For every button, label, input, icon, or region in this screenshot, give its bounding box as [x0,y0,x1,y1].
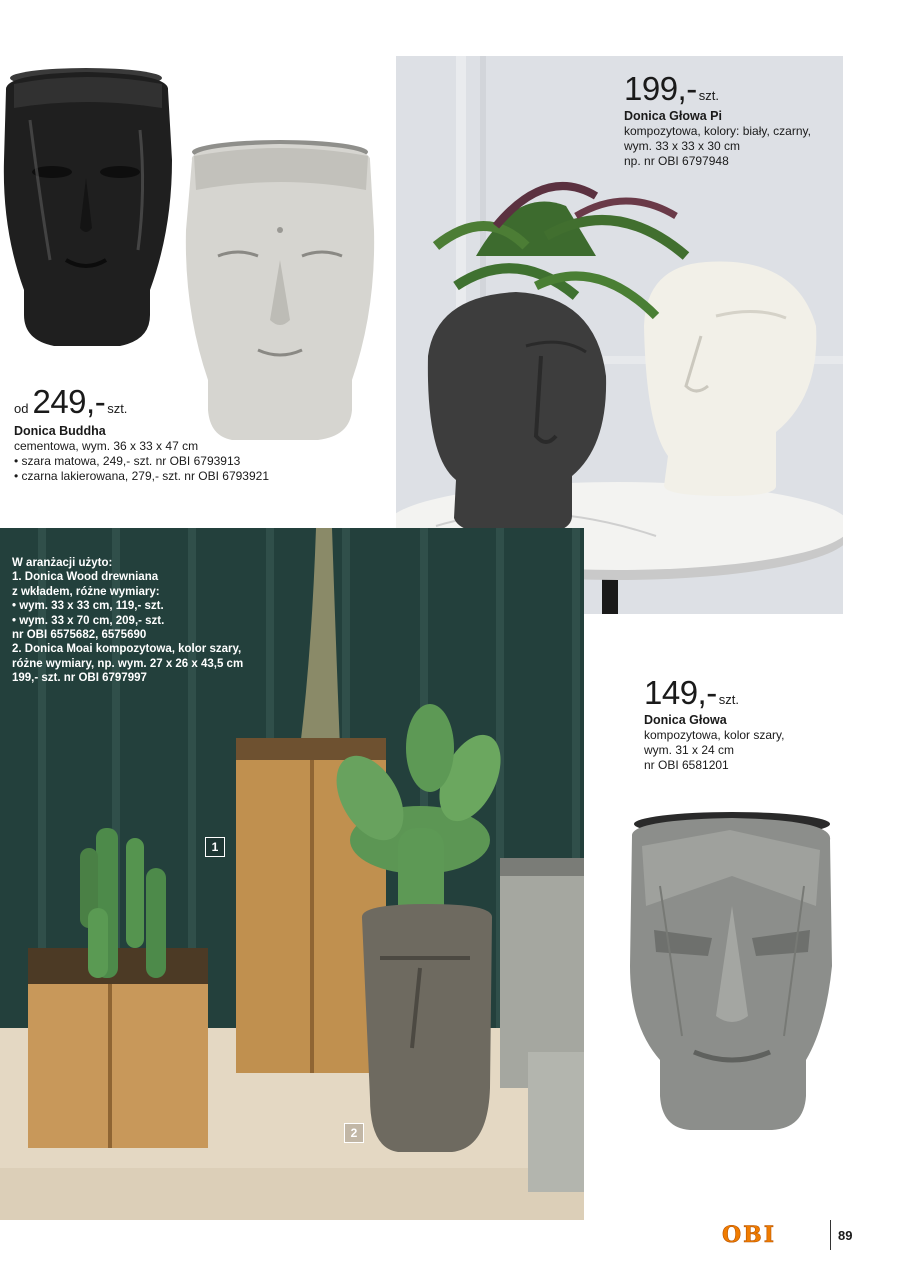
obi-logo: OBI [722,1222,777,1248]
page-number: 89 [838,1228,853,1243]
glowa-pi-price [624,72,839,105]
price-unit: szt. [107,401,128,416]
marker-1: 1 [205,837,225,857]
buddha-price [14,385,314,418]
marker-2: 2 [344,1123,364,1143]
arrangement-caption: W aranżacji użyto: 1. Donica Wood drewniana z wkładem, różne wymiary: • wym. 33 x 33 cm, 119,- szt. • wym. 33 x 70 cm, 209,- szt. nr OBI 6575682, 6575690 2. Donica Moai kompozytowa, kolor szary, różne wymiary, np. wym. 27 x 26 x 43,5 cm 199,- szt. nr OBI 6797997 [12,557,244,685]
product-name: Donica Głowa Pi [624,109,722,123]
product-name: Donica Buddha [14,424,106,438]
price-unit: szt. [698,88,719,103]
product-description: kompozytowa, kolory: biały, czarny, wym. 33 x 33 x 30 cm np. nr OBI 6797948 [624,124,811,168]
product-description: kompozytowa, kolor szary, wym. 31 x 24 cm nr OBI 6581201 [644,728,785,772]
black-buddha-planter [4,68,172,346]
glowa-price [644,676,864,709]
product-name: Donica Głowa [644,713,727,727]
footer-divider [830,1220,831,1250]
price-prefix: od [14,401,29,416]
glowa-photo [620,806,840,1136]
glowa-pi-price-block [624,72,839,169]
price-value: 149,- [644,674,717,711]
glowa-price-block [644,676,864,773]
price-value: 199,- [624,70,697,107]
price-value: 249,- [32,383,106,420]
product-description: cementowa, wym. 36 x 33 x 47 cm • szara matowa, 249,- szt. nr OBI 6793913 • czarna lakierowana, 279,- szt. nr OBI 6793921 [14,439,270,483]
buddha-price-block [14,385,314,484]
price-unit: szt. [718,692,739,707]
